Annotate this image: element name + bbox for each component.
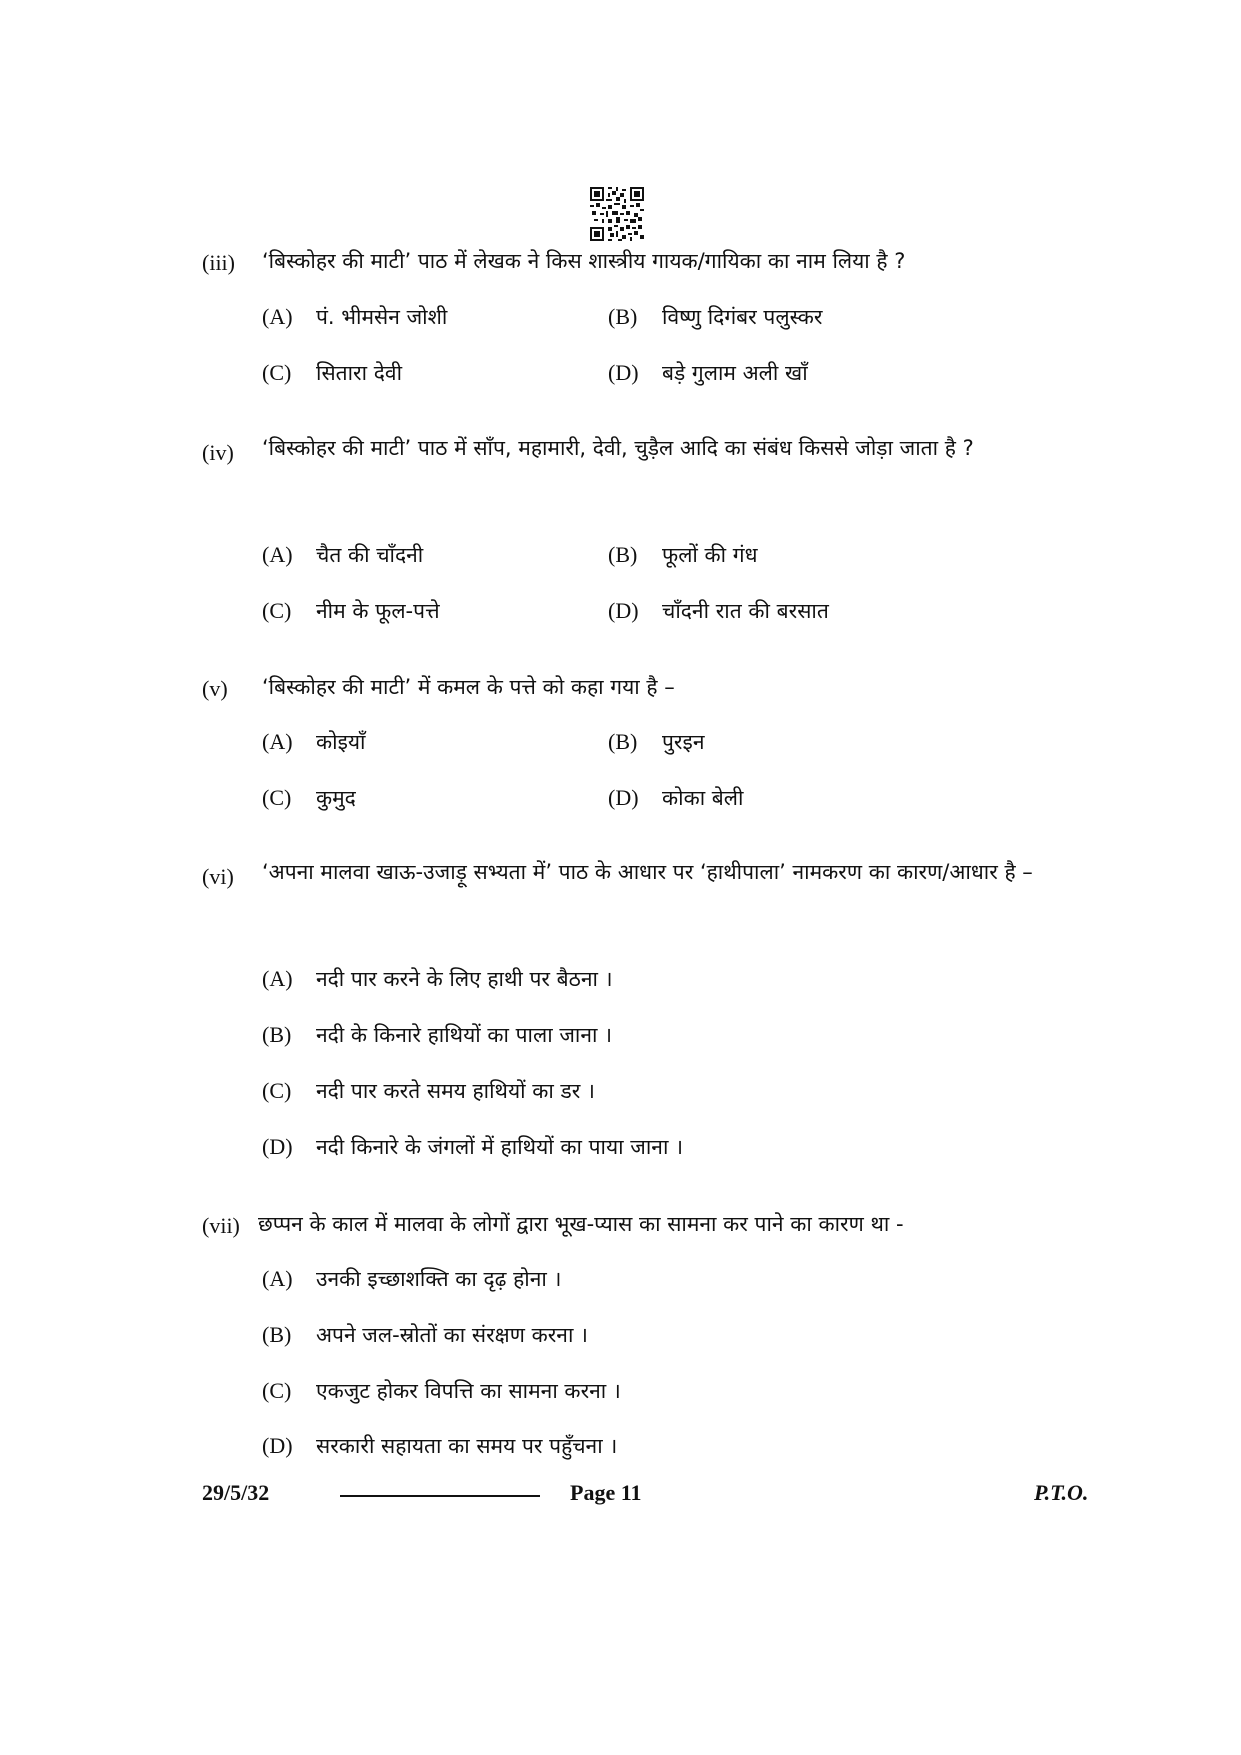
question-text: ‘बिस्कोहर की माटी’ में कमल के पत्ते को कहा गया है – — [262, 675, 675, 699]
footer-divider — [340, 1495, 540, 1497]
option-b — [608, 725, 704, 759]
option-letter: (C) — [262, 1078, 292, 1103]
option-letter: (B) — [262, 1022, 292, 1047]
question-text: ‘बिस्कोहर की माटी’ पाठ में लेखक ने किस शास्त्रीय गायक/गायिका का नाम लिया है ? — [262, 249, 906, 273]
option-a — [262, 538, 423, 572]
option-text: कुमुद — [316, 786, 356, 810]
option-b — [262, 1018, 612, 1052]
option-letter: (D) — [608, 598, 639, 623]
option-text: कोइयाँ — [316, 730, 366, 754]
page-number: Page 11 — [570, 1480, 642, 1505]
option-d — [608, 781, 743, 815]
question-number: (vi) — [202, 864, 234, 889]
option-d — [262, 1130, 683, 1164]
option-text: नदी के किनारे हाथियों का पाला जाना । — [316, 1023, 613, 1047]
option-letter: (C) — [262, 598, 292, 623]
option-text: उनकी इच्छाशक्ति का दृढ़ होना । — [316, 1267, 562, 1291]
option-letter: (C) — [262, 785, 292, 810]
option-a — [262, 300, 447, 334]
option-text: नदी किनारे के जंगलों में हाथियों का पाया जाना । — [316, 1135, 684, 1159]
option-letter: (A) — [262, 542, 293, 567]
option-text: चैत की चाँदनी — [316, 543, 424, 567]
option-letter: (B) — [262, 1322, 292, 1347]
option-text: नदी पार करने के लिए हाथी पर बैठना । — [316, 967, 613, 991]
option-b — [608, 300, 822, 334]
option-text: नीम के फूल-पत्ते — [316, 599, 440, 623]
option-b — [262, 1318, 588, 1352]
option-d — [608, 356, 808, 390]
option-letter: (A) — [262, 304, 293, 329]
option-text: कोका बेली — [662, 786, 744, 810]
option-d — [608, 594, 829, 628]
option-letter: (C) — [262, 360, 292, 385]
option-text: सितारा देवी — [316, 361, 403, 385]
option-c — [262, 1074, 595, 1108]
option-text: पुरइन — [662, 730, 705, 754]
option-text: विष्णु दिगंबर पलुस्कर — [662, 305, 823, 329]
option-letter: (D) — [608, 785, 639, 810]
option-c — [262, 781, 356, 815]
question-number: (v) — [202, 676, 228, 701]
paper-code: 29/5/32 — [202, 1480, 270, 1505]
option-letter: (C) — [262, 1378, 292, 1403]
question-number: (vii) — [202, 1213, 240, 1238]
option-letter: (A) — [262, 729, 293, 754]
option-text: एकजुट होकर विपत्ति का सामना करना । — [316, 1379, 621, 1403]
option-letter: (B) — [608, 542, 638, 567]
option-text: चाँदनी रात की बरसात — [662, 599, 829, 623]
option-c — [262, 356, 402, 390]
option-a — [262, 1262, 561, 1296]
option-letter: (A) — [262, 966, 293, 991]
option-b — [608, 538, 758, 572]
option-letter: (D) — [608, 360, 639, 385]
question-text: ‘अपना मालवा खाऊ-उजाड़ू सभ्यता में’ पाठ के आधार पर ‘हाथीपाला’ नामकरण का कारण/आधार है – — [262, 860, 1033, 884]
question-number: (iv) — [202, 440, 234, 465]
question-text: छप्पन के काल में मालवा के लोगों द्वारा भूख-प्यास का सामना कर पाने का कारण था - — [258, 1212, 904, 1236]
question-text: ‘बिस्कोहर की माटी’ पाठ में साँप, महामारी, देवी, चुड़ैल आदि का संबंध किससे जोड़ा जाता है ? — [262, 436, 974, 460]
option-letter: (B) — [608, 304, 638, 329]
option-c — [262, 1374, 621, 1408]
question-number: (iii) — [202, 250, 235, 275]
option-text: फूलों की गंध — [662, 543, 758, 567]
option-letter: (B) — [608, 729, 638, 754]
option-c — [262, 594, 440, 628]
option-d — [262, 1429, 617, 1463]
option-letter: (D) — [262, 1433, 293, 1458]
option-letter: (D) — [262, 1134, 293, 1159]
pto-label: P.T.O. — [1034, 1480, 1089, 1505]
option-text: नदी पार करते समय हाथियों का डर । — [316, 1079, 595, 1103]
option-text: पं. भीमसेन जोशी — [316, 305, 448, 329]
option-text: सरकारी सहायता का समय पर पहुँचना । — [316, 1434, 618, 1458]
qr-code-icon — [590, 187, 644, 241]
option-a — [262, 962, 613, 996]
option-text: अपने जल-स्रोतों का संरक्षण करना । — [316, 1323, 589, 1347]
option-a — [262, 725, 366, 759]
option-text: बड़े गुलाम अली खाँ — [662, 361, 808, 385]
option-letter: (A) — [262, 1266, 293, 1291]
